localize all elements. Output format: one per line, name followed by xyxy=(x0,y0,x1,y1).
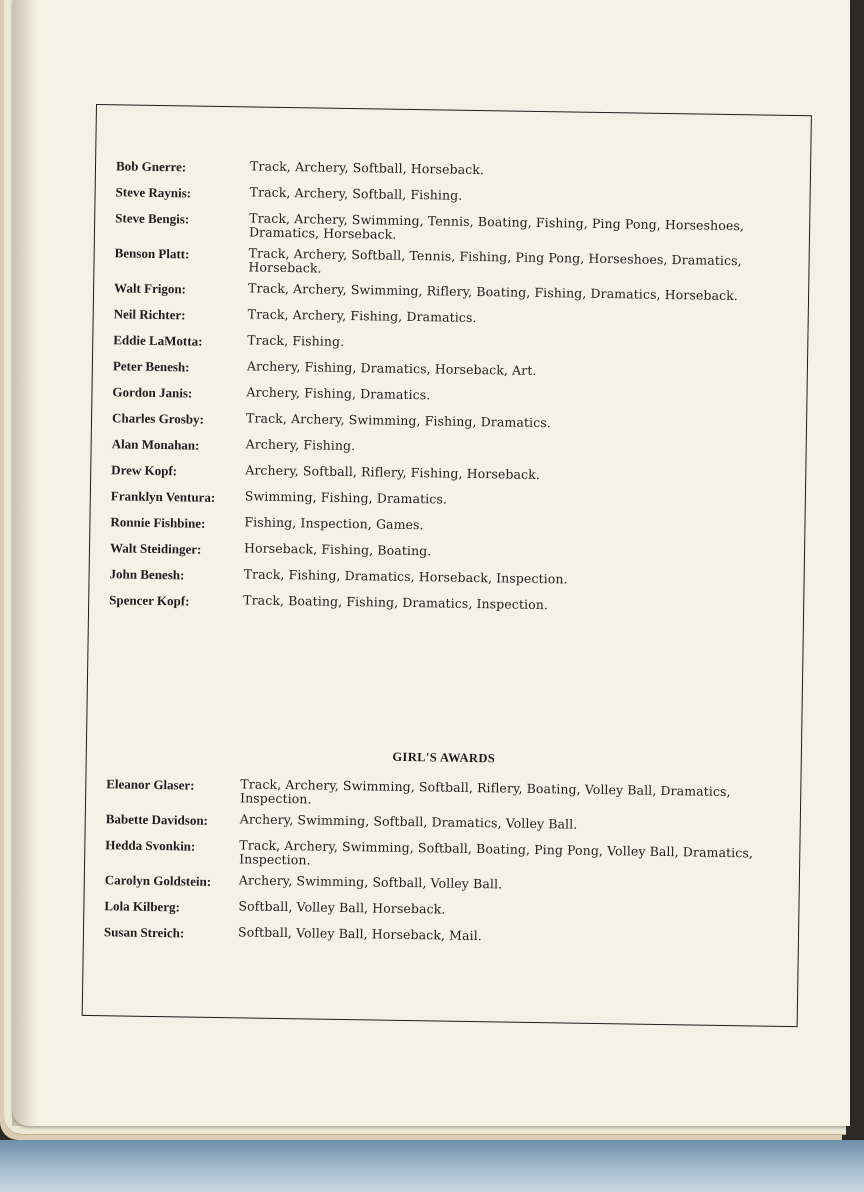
girls-awards-list xyxy=(104,775,787,960)
camper-name: Gordon Janis: xyxy=(112,384,193,401)
award-activities: Track, Fishing. xyxy=(247,332,345,349)
camper-name: Alan Monahan: xyxy=(111,436,200,453)
award-activities: Fishing, Inspection, Games. xyxy=(244,514,424,533)
award-row xyxy=(113,331,793,361)
award-row xyxy=(116,157,796,187)
boys-awards-list xyxy=(109,157,796,628)
award-row xyxy=(106,810,786,840)
award-activities: Archery, Fishing, Dramatics, Horseback, Art. xyxy=(246,358,537,378)
camper-name: Franklyn Ventura: xyxy=(110,488,216,505)
award-row xyxy=(111,487,791,517)
award-activities: Track, Archery, Fishing, Dramatics. xyxy=(247,306,477,326)
award-activities: Archery, Swimming, Softball, Dramatics, Volley Ball. xyxy=(239,811,578,832)
award-row xyxy=(115,209,795,248)
camper-name: Drew Kopf: xyxy=(111,462,178,479)
award-row xyxy=(105,836,785,875)
camper-name: Walt Frigon: xyxy=(113,280,187,297)
camper-name: Susan Streich: xyxy=(103,924,185,941)
camper-name: Eddie LaMotta: xyxy=(113,332,203,349)
award-row xyxy=(104,897,784,927)
camper-name: Spencer Kopf: xyxy=(109,592,190,609)
award-activities: Track, Archery, Softball, Tennis, Fishing, Ping Pong, Horseshoes, Dramatics, Horseback. xyxy=(248,245,742,276)
camper-name: Bob Gnerre: xyxy=(115,158,187,175)
awards-frame xyxy=(82,104,812,1027)
award-row xyxy=(113,357,793,387)
award-row xyxy=(114,279,794,309)
camper-name: Peter Benesh: xyxy=(112,358,190,375)
scan-background xyxy=(0,1140,864,1192)
camper-name: John Benesh: xyxy=(109,566,185,583)
camper-name: Babette Davidson: xyxy=(105,811,209,828)
award-row xyxy=(109,591,789,621)
award-row xyxy=(112,409,792,439)
award-activities: Track, Fishing, Dramatics, Horseback, Inspection. xyxy=(243,566,568,587)
award-activities: Archery, Fishing. xyxy=(245,436,356,454)
award-activities: Track, Archery, Swimming, Riflery, Boating, Fishing, Dramatics, Horseback. xyxy=(248,280,739,304)
award-activities: Swimming, Fishing, Dramatics. xyxy=(244,488,448,507)
award-row xyxy=(109,565,789,595)
camper-name: Steve Bengis: xyxy=(115,210,190,227)
spine-shadow xyxy=(12,0,38,1126)
award-row xyxy=(115,183,795,213)
award-row xyxy=(106,775,786,814)
award-row xyxy=(111,435,791,465)
award-activities: Track, Archery, Swimming, Fishing, Dramatics. xyxy=(245,410,551,431)
award-row xyxy=(104,923,784,953)
award-row xyxy=(110,513,790,543)
award-activities: Archery, Swimming, Softball, Volley Ball. xyxy=(238,872,503,892)
girls-awards-heading: GIRL'S AWARDS xyxy=(392,749,496,766)
award-row xyxy=(114,305,794,335)
award-activities: Track, Archery, Swimming, Softball, Riflery, Boating, Volley Ball, Dramatics, Inspection. xyxy=(240,776,731,807)
award-row xyxy=(111,461,791,491)
camper-name: Benson Platt: xyxy=(114,245,190,262)
award-activities: Track, Boating, Fishing, Dramatics, Inspection. xyxy=(243,592,549,613)
award-activities: Archery, Fishing, Dramatics. xyxy=(246,384,431,403)
camper-name: Carolyn Goldstein: xyxy=(104,872,212,889)
award-activities: Track, Archery, Swimming, Tennis, Boating, Fishing, Ping Pong, Horseshoes, Dramatics, Horseback. xyxy=(248,210,745,242)
camper-name: Ronnie Fishbine: xyxy=(110,514,206,531)
camper-name: Hedda Svonkin: xyxy=(105,837,196,854)
award-activities: Horseback, Fishing, Boating. xyxy=(243,540,432,559)
award-activities: Track, Archery, Softball, Fishing. xyxy=(249,184,463,203)
award-activities: Softball, Volley Ball, Horseback. xyxy=(238,898,446,917)
camper-name: Walt Steidinger: xyxy=(109,540,202,557)
camper-name: Neil Richter: xyxy=(113,306,186,323)
camper-name: Eleanor Glaser: xyxy=(106,776,195,793)
camper-name: Lola Kilberg: xyxy=(104,898,180,915)
award-row xyxy=(114,244,794,283)
award-row xyxy=(112,383,792,413)
award-row xyxy=(110,539,790,569)
camper-name: Steve Raynis: xyxy=(115,184,192,201)
award-activities: Archery, Softball, Riflery, Fishing, Horseback. xyxy=(245,462,541,483)
award-row xyxy=(105,871,785,901)
award-activities: Track, Archery, Swimming, Softball, Boating, Ping Pong, Volley Ball, Dramatics, Inspection. xyxy=(239,837,754,868)
award-activities: Track, Archery, Softball, Horseback. xyxy=(249,158,485,178)
camper-name: Charles Grosby: xyxy=(111,410,205,427)
award-activities: Softball, Volley Ball, Horseback, Mail. xyxy=(237,924,482,944)
